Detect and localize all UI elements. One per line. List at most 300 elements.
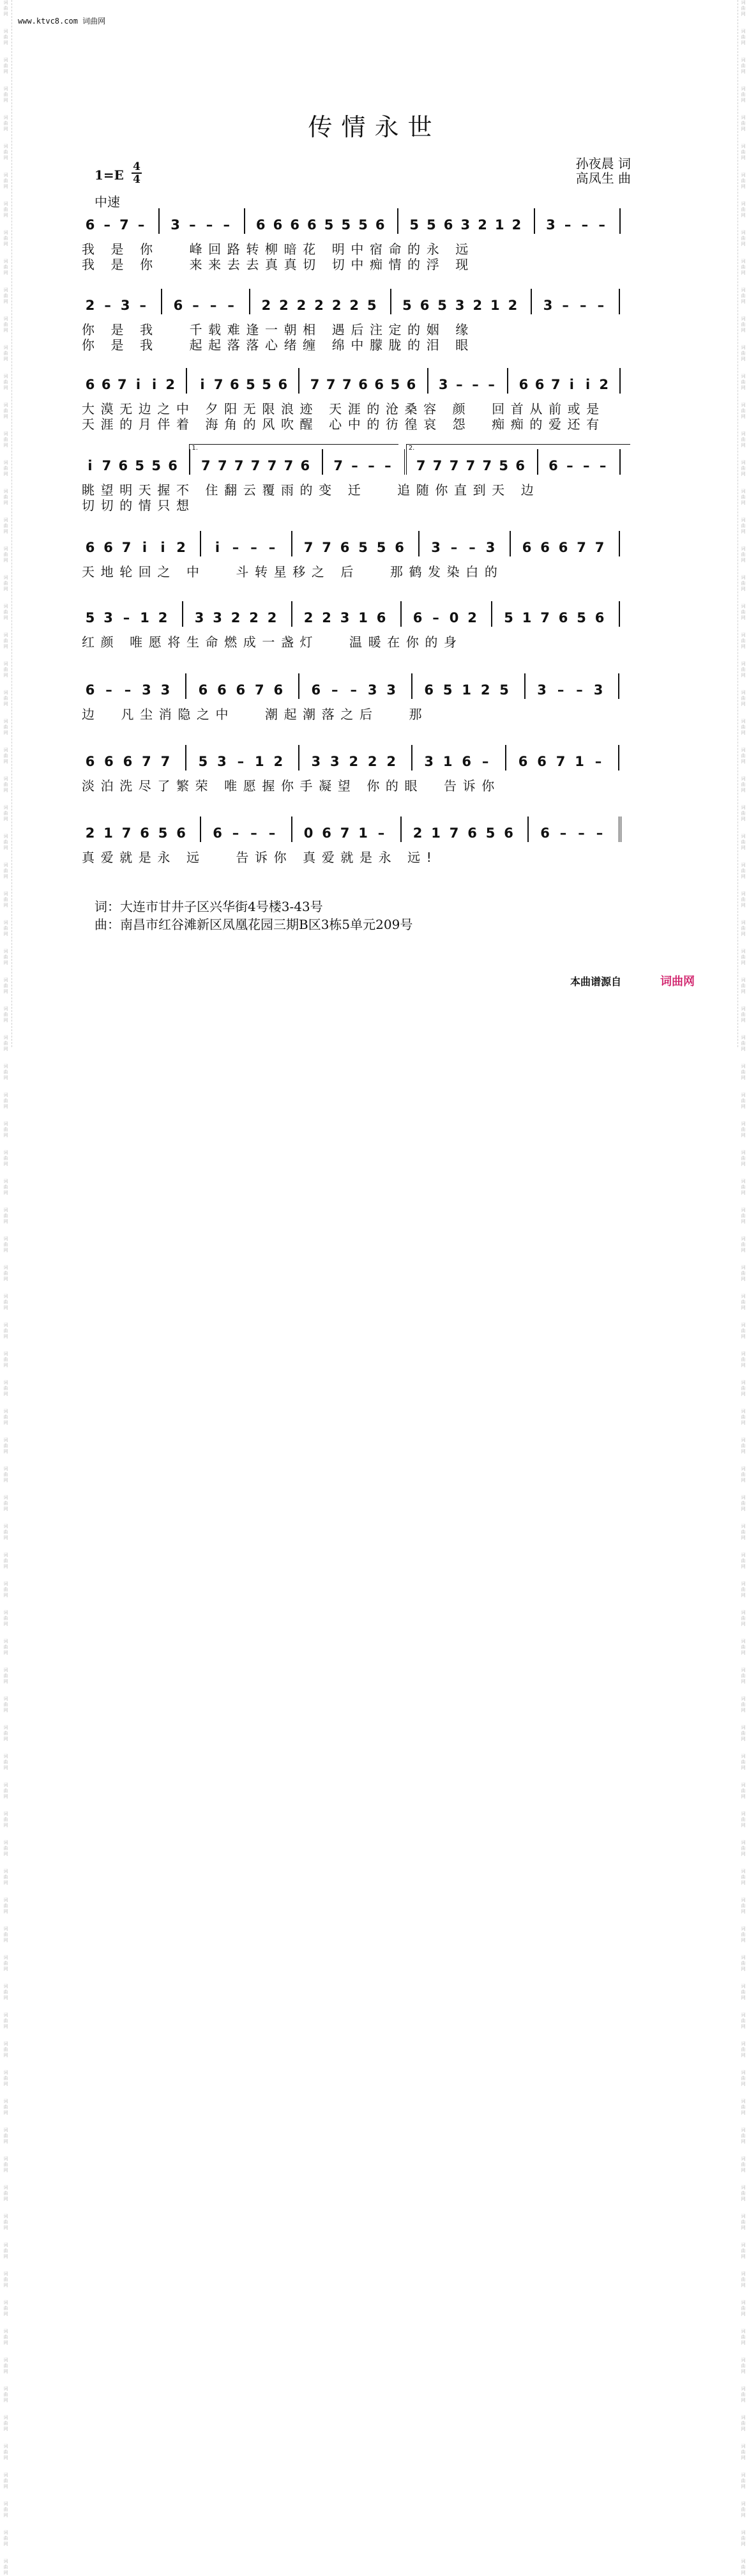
barline [400, 601, 402, 627]
note: 7 [340, 825, 350, 841]
note: 6 [395, 540, 404, 555]
sustain-dash: – [223, 217, 230, 233]
note: 7 [432, 458, 443, 473]
lyric-line: 淡泊洗尽了繁荣 唯愿握你手凝望 你的眼 告诉你 [82, 778, 501, 793]
note: 7 [540, 610, 550, 625]
barline [161, 289, 162, 314]
note: 6 [518, 754, 528, 769]
note: 2 [279, 298, 289, 313]
sustain-dash: – [104, 298, 111, 313]
sustain-dash: – [351, 458, 358, 473]
barline [249, 289, 250, 314]
barline [411, 745, 412, 770]
note: 3 [142, 682, 151, 698]
note: 7 [217, 458, 227, 473]
note: i [585, 377, 591, 392]
note: 2 [158, 610, 168, 625]
note: 2 [511, 217, 522, 233]
composer-address: 曲：南昌市红谷滩新区凤凰花园三期B区3栋5单元209号 [95, 917, 413, 932]
note: 3 [438, 377, 448, 392]
sustain-dash: – [232, 540, 239, 555]
note: 3 [103, 610, 113, 625]
note: 6 [540, 540, 550, 555]
note: i [135, 377, 141, 392]
note: 6 [424, 682, 434, 698]
barline [507, 368, 508, 394]
note: 3 [424, 754, 434, 769]
note: 2 [165, 377, 176, 392]
note: 6 [515, 458, 525, 473]
barline [400, 816, 402, 842]
note: 6 [198, 682, 208, 698]
note: 6 [467, 825, 477, 841]
note: 7 [250, 458, 261, 473]
barline [619, 601, 620, 627]
lyric-line: 我 是 你 来来去去真真切 切中痴情的浮 现 [82, 257, 474, 272]
note: 7 [255, 682, 264, 698]
note: 7 [465, 458, 476, 473]
sustain-dash: – [469, 540, 476, 555]
note: 7 [121, 540, 132, 555]
sustain-dash: – [368, 458, 375, 473]
note: 7 [550, 377, 561, 392]
note: 2 [267, 610, 277, 625]
note: 3 [311, 754, 321, 769]
note: 6 [236, 682, 246, 698]
note: 7 [326, 377, 336, 392]
note: 7 [416, 458, 426, 473]
note: 7 [284, 458, 294, 473]
note: 6 [540, 825, 550, 841]
sustain-dash: – [594, 754, 602, 769]
barline [397, 208, 398, 234]
note: 3 [455, 298, 465, 313]
note: 6 [300, 458, 310, 473]
sustain-dash: – [237, 754, 245, 769]
barline [510, 531, 511, 556]
barline [298, 368, 299, 394]
note: 5 [443, 682, 453, 698]
note: 3 [537, 682, 547, 698]
note: 6 [103, 540, 113, 555]
note: 1 [443, 754, 453, 769]
note: 2 [331, 298, 342, 313]
note: 6 [140, 825, 149, 841]
notation-line [82, 298, 637, 317]
lyric-line: 切切的情只想 [82, 498, 195, 513]
note: 2 [349, 298, 359, 313]
note: 5 [427, 217, 436, 233]
sustain-dash: – [232, 825, 239, 841]
note: 6 [420, 298, 430, 313]
note: 2 [85, 825, 95, 841]
note: 6 [307, 217, 317, 233]
note: 7 [201, 458, 211, 473]
note: 2 [314, 298, 324, 313]
barline [619, 531, 620, 556]
note: 3 [485, 540, 496, 555]
note: 2 [508, 298, 518, 313]
note: 2 [349, 754, 359, 769]
sustain-dash: – [268, 540, 276, 555]
note: 3 [340, 610, 350, 625]
note: i [151, 377, 157, 392]
note: 1 [140, 610, 149, 625]
lyricist-credit: 孙夜晨 词 [575, 156, 631, 171]
note: 3 [431, 540, 441, 555]
note: 6 [322, 825, 331, 841]
note: 5 [499, 682, 509, 698]
note: 3 [160, 682, 170, 698]
sustain-dash: – [137, 217, 145, 233]
note: 6 [374, 377, 384, 392]
sustain-dash: – [209, 298, 217, 313]
note: 6 [375, 217, 385, 233]
note: 2 [296, 298, 306, 313]
time-sig-top: 4 [133, 160, 140, 173]
note: 5 [158, 825, 168, 841]
note: 6 [123, 754, 133, 769]
sustain-dash: – [384, 458, 391, 473]
lyric-line: 你 是 我 起起落落心绪缠 绵中朦胧的泪 眼 [82, 337, 474, 353]
volta-bracket-1: 1. [189, 444, 398, 454]
sustain-dash: – [576, 682, 583, 698]
note: 5 [376, 540, 386, 555]
sustain-dash: – [206, 217, 213, 233]
lyric-line: 我 是 你 峰回路转柳暗花 明中宿命的永 远 [82, 241, 474, 257]
note: 6 [358, 377, 368, 392]
sustain-dash: – [192, 298, 199, 313]
barline [200, 531, 201, 556]
note: 6 [173, 298, 183, 313]
note: 6 [522, 540, 532, 555]
note: 2 [273, 754, 284, 769]
note: 5 [135, 458, 145, 473]
note: 2 [261, 298, 271, 313]
note: 6 [443, 217, 453, 233]
sustain-dash: – [124, 682, 132, 698]
sustain-dash: – [559, 825, 567, 841]
note: 1 [575, 754, 584, 769]
note: 6 [101, 377, 111, 392]
note: 7 [577, 540, 586, 555]
note: 5 [409, 217, 419, 233]
sustain-dash: – [578, 825, 585, 841]
barline [244, 208, 245, 234]
note: 5 [151, 458, 161, 473]
time-signature [132, 162, 142, 185]
note: 3 [543, 298, 553, 313]
note: 6 [273, 217, 283, 233]
notation-line [82, 377, 637, 396]
key-signature: 1=E [95, 167, 124, 183]
note: 6 [104, 754, 114, 769]
note: 6 [504, 825, 513, 841]
note: 7 [310, 377, 320, 392]
barline [158, 208, 160, 234]
note: 7 [119, 217, 129, 233]
note: 2 [231, 610, 241, 625]
barline [491, 601, 492, 627]
note: 6 [558, 540, 568, 555]
note: 6 [278, 377, 288, 392]
note: 6 [176, 825, 186, 841]
sustain-dash: – [596, 825, 603, 841]
note: 1 [462, 682, 471, 698]
note: 2 [303, 610, 314, 625]
note: 6 [558, 610, 568, 625]
barline [291, 531, 292, 556]
note: 6 [534, 377, 545, 392]
right-watermark-strip: 词 曲 网 词 曲 网 词 曲 网 词 曲 网 词 曲 网 词 曲 网 词 曲 网 词 曲 网 词 曲 网 词 曲 网 词 曲 网 词 曲 网 词 曲 网 词 曲 网 词 曲 网 词 曲 网 词 曲 网 词 曲 网 词 曲 网 词 曲 网 词 曲 网 词 曲 网 词 曲 网 词 曲 网 词 曲 网 词 曲 网 词 曲 网 词 曲 网 词 曲 网 词 曲 网 词 曲 网 词 曲 网 词 曲 网 词 曲 网 词 曲 网 词 曲 网 词 曲 网 词 曲 网 词 曲 网 词 曲 网 词 曲 网 词 曲 网 词 曲 网 词 曲 网 词 曲 网 词 曲 网 词 曲 网 词 曲 网 词 曲 网 词 曲 网 词 曲 网 词 曲 网 词 曲 网 词 曲 网 词 曲 网 词 曲 网 词 曲 网 词 曲 网 词 曲 网 词 曲 网 词 曲 网 词 曲 网 词 曲 网 词 曲 网 词 曲 网 词 曲 网 词 曲 网 词 曲 网 词 曲 网 词 曲 网 词 曲 网 词 曲 网 词 曲 网 词 曲 网 词 曲 网 词 曲 网 词 曲 网 词 曲 网 词 曲 网 词 曲 网 词 曲 网 词 曲 网 词 曲 网 词 曲 网 词 曲 网 词 曲 网 词 曲 网 词 曲 网 词 曲 网 词 曲 网 [741, 0, 746, 2575]
note: i [200, 377, 205, 392]
note: 5 [504, 610, 513, 625]
barline [619, 289, 620, 314]
note: 3 [194, 610, 204, 625]
barline [298, 673, 299, 699]
sustain-dash: – [472, 377, 479, 392]
sustain-dash: – [598, 217, 605, 233]
note: 3 [329, 754, 340, 769]
lyricist-address: 词：大连市甘井子区兴华街4号楼3-43号 [95, 899, 323, 914]
notation-line [82, 610, 637, 629]
note: 7 [322, 540, 331, 555]
barline [505, 745, 506, 770]
site-watermark[interactable]: www.ktvc8.com 词曲网 [18, 17, 106, 26]
note: 5 [577, 610, 586, 625]
note: 6 [217, 682, 227, 698]
note: 7 [213, 377, 223, 392]
sustain-dash: – [268, 825, 276, 841]
barline [619, 208, 621, 234]
sustain-dash: – [350, 682, 357, 698]
note: 1 [358, 610, 368, 625]
note: 7 [121, 825, 132, 841]
sustain-dash: – [583, 458, 590, 473]
left-watermark-strip: 词 曲 网 词 曲 网 词 曲 网 词 曲 网 词 曲 网 词 曲 网 词 曲 网 词 曲 网 词 曲 网 词 曲 网 词 曲 网 词 曲 网 词 曲 网 词 曲 网 词 曲 网 词 曲 网 词 曲 网 词 曲 网 词 曲 网 词 曲 网 词 曲 网 词 曲 网 词 曲 网 词 曲 网 词 曲 网 词 曲 网 词 曲 网 词 曲 网 词 曲 网 词 曲 网 词 曲 网 词 曲 网 词 曲 网 词 曲 网 词 曲 网 词 曲 网 词 曲 网 词 曲 网 词 曲 网 词 曲 网 词 曲 网 词 曲 网 词 曲 网 词 曲 网 词 曲 网 词 曲 网 词 曲 网 词 曲 网 词 曲 网 词 曲 网 词 曲 网 词 曲 网 词 曲 网 词 曲 网 词 曲 网 词 曲 网 词 曲 网 词 曲 网 词 曲 网 词 曲 网 词 曲 网 词 曲 网 词 曲 网 词 曲 网 词 曲 网 词 曲 网 词 曲 网 词 曲 网 词 曲 网 词 曲 网 词 曲 网 词 曲 网 词 曲 网 词 曲 网 词 曲 网 词 曲 网 词 曲 网 词 曲 网 词 曲 网 词 曲 网 词 曲 网 词 曲 网 词 曲 网 词 曲 网 词 曲 网 词 曲 网 词 曲 网 词 曲 网 词 曲 网 词 曲 网 [3, 0, 8, 2575]
note: 5 [437, 298, 447, 313]
time-sig-bottom: 4 [133, 173, 140, 186]
note: 1 [522, 610, 532, 625]
note: 2 [480, 682, 490, 698]
barline [527, 816, 529, 842]
note: 2 [386, 754, 397, 769]
sustain-dash: – [481, 754, 489, 769]
barline [418, 531, 420, 556]
lyric-line: 你 是 我 千载难逢一朝相 遇后注定的姻 缘 [82, 322, 474, 337]
footer-source-label: 本曲谱源自 [570, 976, 622, 988]
note: 6 [406, 377, 416, 392]
note: 3 [367, 682, 377, 698]
note: 5 [85, 610, 95, 625]
barline [411, 673, 412, 699]
sustain-dash: – [331, 682, 338, 698]
barline [291, 816, 292, 842]
note: 0 [449, 610, 459, 625]
note: 5 [367, 298, 377, 313]
note: 2 [473, 298, 483, 313]
sustain-dash: – [564, 217, 571, 233]
barline [534, 208, 535, 234]
note: 7 [117, 377, 127, 392]
note: 2 [478, 217, 487, 233]
barline [427, 368, 428, 394]
note: 5 [358, 217, 368, 233]
note: 1 [494, 217, 504, 233]
note: 1 [358, 825, 368, 841]
barline [291, 601, 292, 627]
note: 2 [249, 610, 259, 625]
composer-credit: 高凤生 曲 [575, 171, 631, 186]
note: 2 [467, 610, 477, 625]
note: 6 [290, 217, 299, 233]
note: 7 [482, 458, 492, 473]
note: 6 [376, 610, 386, 625]
sustain-dash: – [377, 825, 385, 841]
note: 6 [340, 540, 350, 555]
sustain-dash: – [581, 217, 589, 233]
note: 1 [490, 298, 500, 313]
notation-line [82, 682, 637, 702]
note: 5 [198, 754, 208, 769]
barline [618, 673, 619, 699]
note: 6 [85, 754, 95, 769]
note: i [569, 377, 574, 392]
note: 6 [85, 682, 95, 698]
lyric-line: 天地轮回之 中 斗转星移之 后 那鹤发染白的 [82, 564, 504, 579]
sustain-dash: – [105, 682, 112, 698]
barline [524, 673, 526, 699]
song-title: 传情永世 [308, 113, 441, 141]
note: 7 [342, 377, 352, 392]
note: i [160, 540, 165, 555]
note: 5 [324, 217, 334, 233]
barline [185, 745, 186, 770]
note: 2 [412, 825, 423, 841]
lyric-line: 红颜 唯愿将生命燃成一盏灯 温暖在你的身 [82, 634, 463, 650]
sustain-dash: – [557, 682, 564, 698]
note: 3 [386, 682, 397, 698]
volta-bracket-2: 2. [406, 444, 630, 454]
left-margin-line [11, 0, 12, 1047]
note: 7 [102, 458, 112, 473]
note: i [87, 458, 93, 473]
note: 7 [556, 754, 566, 769]
note: 1 [255, 754, 264, 769]
note: 0 [303, 825, 314, 841]
sustain-dash: – [103, 217, 110, 233]
sustain-dash: – [189, 217, 196, 233]
note: 5 [390, 377, 400, 392]
notation-line [82, 754, 637, 773]
final-barline [619, 816, 623, 842]
note: 6 [230, 377, 239, 392]
note: 7 [449, 458, 459, 473]
barline [531, 289, 532, 314]
sustain-dash: – [250, 540, 257, 555]
barline [298, 745, 299, 770]
lyric-line: 真爱就是永 远 告诉你 真爱就是永 远! [82, 850, 438, 865]
note: i [215, 540, 220, 555]
note: 6 [85, 377, 95, 392]
note: 5 [341, 217, 351, 233]
notation-line [82, 825, 637, 845]
note: 6 [168, 458, 178, 473]
note: 2 [599, 377, 609, 392]
note: 5 [402, 298, 412, 313]
note: 3 [213, 610, 222, 625]
note: 6 [85, 540, 95, 555]
note: 5 [358, 540, 368, 555]
notation-line [82, 217, 637, 236]
sustain-dash: – [597, 298, 605, 313]
sustain-dash: – [566, 458, 573, 473]
barline [182, 601, 183, 627]
note: 3 [217, 754, 227, 769]
note: 2 [367, 754, 377, 769]
note: 7 [594, 540, 605, 555]
notation-line [82, 540, 637, 559]
note: 7 [449, 825, 459, 841]
lyric-line: 大漠无边之中 夕阳无限浪迹 天涯的沧桑容 颜 回首从前或是 [82, 401, 605, 417]
note: 7 [303, 540, 314, 555]
barline [200, 816, 201, 842]
sustain-dash: – [562, 298, 569, 313]
note: 3 [546, 217, 556, 233]
sustain-dash: – [139, 298, 146, 313]
note: 2 [322, 610, 331, 625]
note: 7 [333, 458, 343, 473]
note: 5 [499, 458, 509, 473]
notation-line [82, 445, 637, 477]
sustain-dash: – [123, 610, 130, 625]
barline [186, 368, 187, 394]
sustain-dash: – [450, 540, 458, 555]
note: 6 [118, 458, 128, 473]
note: 7 [267, 458, 277, 473]
note: 1 [431, 825, 441, 841]
note: 6 [255, 217, 266, 233]
note: 3 [460, 217, 471, 233]
tempo-marking: 中速 [95, 194, 120, 210]
sustain-dash: – [250, 825, 257, 841]
note: 7 [142, 754, 151, 769]
note: 6 [462, 754, 471, 769]
note: 6 [85, 217, 95, 233]
note: 5 [485, 825, 496, 841]
note: 6 [518, 377, 529, 392]
note: 3 [170, 217, 180, 233]
note: 5 [262, 377, 271, 392]
note: 6 [537, 754, 547, 769]
lyric-line: 边 凡尘消隐之中 潮起潮落之后 那 [82, 707, 428, 722]
note: 3 [593, 682, 603, 698]
footer-brand-link[interactable]: 词曲网 [660, 975, 695, 988]
sustain-dash: – [227, 298, 234, 313]
note: 5 [246, 377, 255, 392]
sustain-dash: – [599, 458, 607, 473]
lyric-line: 眺望明天握不 住翻云覆雨的变 迁 追随你直到天 边 [82, 482, 540, 498]
sustain-dash: – [488, 377, 495, 392]
barline [390, 289, 391, 314]
sustain-dash: – [580, 298, 587, 313]
note: i [142, 540, 148, 555]
note: 6 [273, 682, 284, 698]
note: 2 [176, 540, 186, 555]
note: 6 [549, 458, 558, 473]
note: 6 [412, 610, 423, 625]
note: 7 [160, 754, 170, 769]
